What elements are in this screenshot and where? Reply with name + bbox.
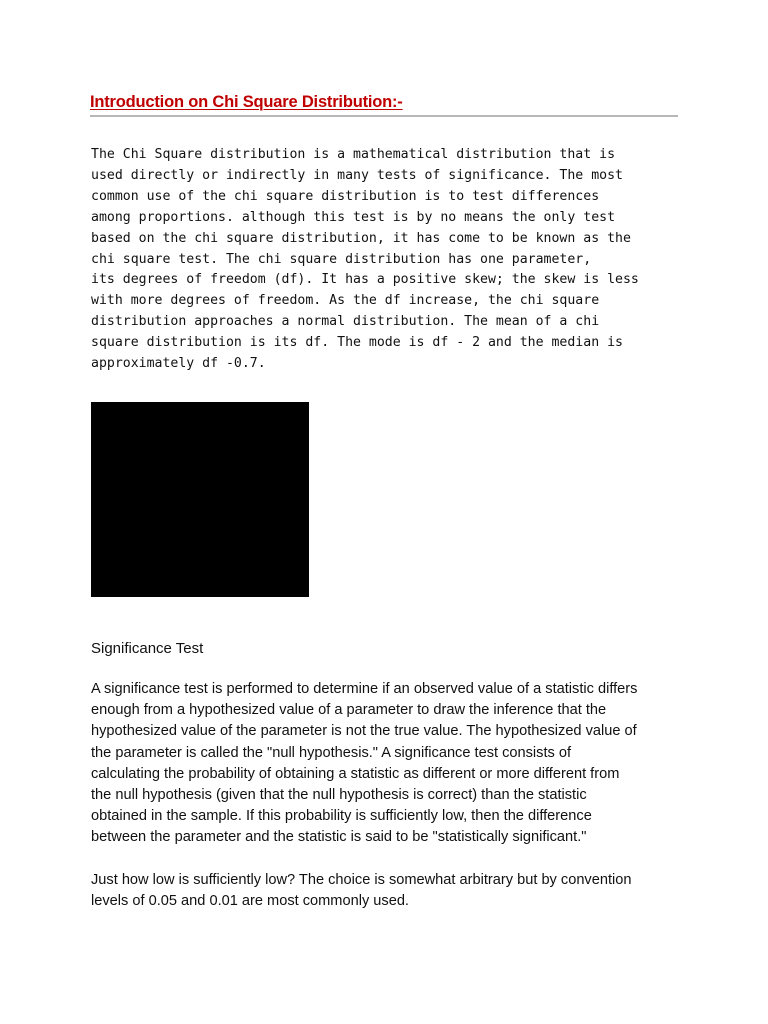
section-heading: Significance Test [91,640,204,657]
black-image [91,402,309,597]
title-section [90,92,678,117]
page-title: Introduction on Chi Square Distribution:- [90,93,403,111]
significance-paragraph: A significance test is performed to determine if an observed value of a statistic differs enough from a hypothesized value of a parameter to draw the inference that the hypothesized value of the parameter is not the true value. The hypothesized value of the parameter is called the "null hypothesis." A significance test consists of calculating the probability of obtaining a statistic as different or more different from the null hypothesis (given that the null hypothesis is correct) than the statistic obtained in the sample. If this probability is sufficiently low, then the difference between the parameter and the statistic is said to be "statistically significant." [91,681,638,846]
intro-paragraph: The Chi Square distribution is a mathematical distribution that is used directly or indirectly in many tests of significance. The most common use of the chi square distribution is to test differences among proportions. although this test is by no means the only test based on the chi square distribution, it has come to be known as the chi square test. The chi square distribution has one parameter, its degrees of freedom (df). It has a positive skew; the skew is less with more degrees of freedom. As the df increase, the chi square distribution approaches a normal distribution. The mean of a chi square distribution is its df. The mode is df - 2 and the median is approximately df -0.7. [91,147,639,372]
threshold-paragraph: Just how low is sufficiently low? The choice is somewhat arbitrary but by convention levels of 0.05 and 0.01 are most commonly used. [91,872,632,910]
